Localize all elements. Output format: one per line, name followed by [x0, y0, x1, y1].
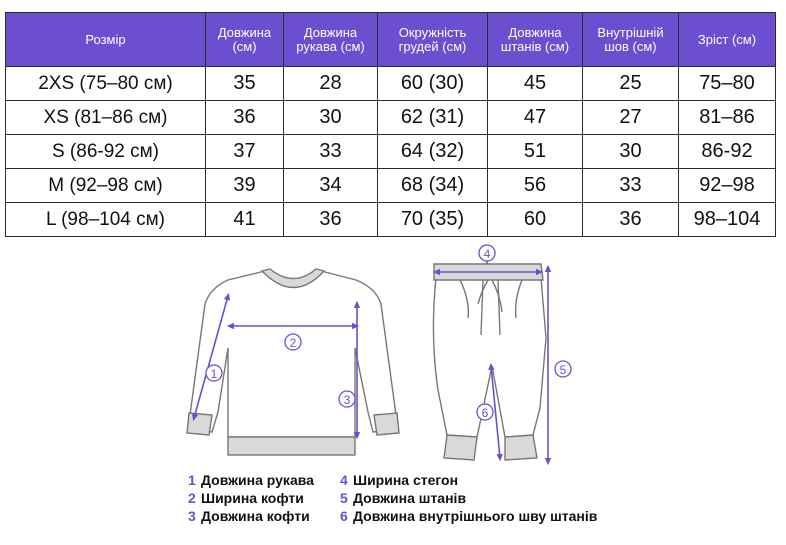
table-cell: 98–104 — [679, 203, 776, 237]
legend-item-inseam-length — [340, 507, 597, 525]
legend-item-sleeve-length — [188, 471, 314, 489]
table-cell: 36 — [206, 101, 284, 135]
legend-item-sweatshirt-length — [188, 507, 314, 525]
legend-number: 4 — [340, 472, 348, 488]
table-cell: 35 — [206, 67, 284, 101]
legend-column-right — [340, 471, 597, 525]
marker-4 — [479, 245, 495, 261]
table-row — [6, 169, 776, 203]
legend-item-pants-length — [340, 489, 597, 507]
table-cell: 51 — [488, 135, 583, 169]
table-row — [6, 203, 776, 237]
table-cell: M (92–98 см) — [6, 169, 206, 203]
header-chest: Окружність грудей (см) — [378, 13, 488, 67]
legend-label: Довжина штанів — [353, 490, 467, 506]
legend-label: Ширина кофти — [201, 490, 304, 506]
table-cell: 30 — [284, 101, 378, 135]
marker-2 — [285, 334, 301, 350]
table-cell: 25 — [583, 67, 679, 101]
marker-2-label: 2 — [289, 336, 297, 350]
legend-number: 1 — [188, 472, 196, 488]
table-cell: 28 — [284, 67, 378, 101]
pants-illustration — [433, 264, 546, 460]
table-cell: 30 — [583, 135, 679, 169]
table-cell: 86-92 — [679, 135, 776, 169]
marker-3 — [339, 391, 355, 407]
table-cell: 60 (30) — [378, 67, 488, 101]
marker-3-label: 3 — [343, 393, 351, 407]
table-cell: 45 — [488, 67, 583, 101]
table-cell: 41 — [206, 203, 284, 237]
table-cell: 33 — [284, 135, 378, 169]
marker-5 — [555, 361, 571, 377]
table-cell: 60 — [488, 203, 583, 237]
sweatshirt-illustration — [187, 269, 399, 455]
marker-4-label: 4 — [483, 247, 491, 261]
marker-1-label: 1 — [210, 367, 218, 381]
header-inseam: Внутрішній шов (см) — [583, 13, 679, 67]
marker-6-label: 6 — [481, 406, 489, 420]
table-cell: 36 — [284, 203, 378, 237]
legend-number: 6 — [340, 508, 348, 524]
header-sleeve-length: Довжина рукава (см) — [284, 13, 378, 67]
legend-number: 3 — [188, 508, 196, 524]
table-cell: 62 (31) — [378, 101, 488, 135]
table-cell: 68 (34) — [378, 169, 488, 203]
legend-label: Ширина стегон — [353, 472, 459, 488]
legend-column-left — [188, 471, 314, 525]
legend-label: Довжина кофти — [201, 508, 310, 524]
table-cell: 33 — [583, 169, 679, 203]
table-cell: 92–98 — [679, 169, 776, 203]
legend-item-sweatshirt-width — [188, 489, 314, 507]
legend-number: 2 — [188, 490, 196, 506]
marker-6 — [477, 404, 493, 420]
table-cell: 81–86 — [679, 101, 776, 135]
table-cell: XS (81–86 см) — [6, 101, 206, 135]
table-cell: 47 — [488, 101, 583, 135]
table-cell: 27 — [583, 101, 679, 135]
table-cell: 70 (35) — [378, 203, 488, 237]
table-cell: 36 — [583, 203, 679, 237]
legend-item-hip-width — [340, 471, 597, 489]
marker-1 — [206, 365, 222, 381]
header-pants-length: Довжина штанів (см) — [488, 13, 583, 67]
table-cell: 56 — [488, 169, 583, 203]
table-row — [6, 101, 776, 135]
table-cell: 2XS (75–80 см) — [6, 67, 206, 101]
table-header-row — [6, 13, 776, 67]
table-cell: 34 — [284, 169, 378, 203]
table-cell: 75–80 — [679, 67, 776, 101]
table-row — [6, 67, 776, 101]
table-cell: S (86-92 см) — [6, 135, 206, 169]
table-cell: 39 — [206, 169, 284, 203]
legend-label: Довжина рукава — [201, 472, 314, 488]
legend-number: 5 — [340, 490, 348, 506]
header-height: Зріст (см) — [679, 13, 776, 67]
marker-5-label: 5 — [559, 363, 567, 377]
size-chart-table — [5, 12, 776, 237]
legend-label: Довжина внутрішнього шву штанів — [353, 508, 598, 524]
table-cell: 64 (32) — [378, 135, 488, 169]
table-row — [6, 135, 776, 169]
header-length: Довжина (см) — [206, 13, 284, 67]
table-cell: 37 — [206, 135, 284, 169]
header-size: Розмір — [6, 13, 206, 67]
table-cell: L (98–104 см) — [6, 203, 206, 237]
